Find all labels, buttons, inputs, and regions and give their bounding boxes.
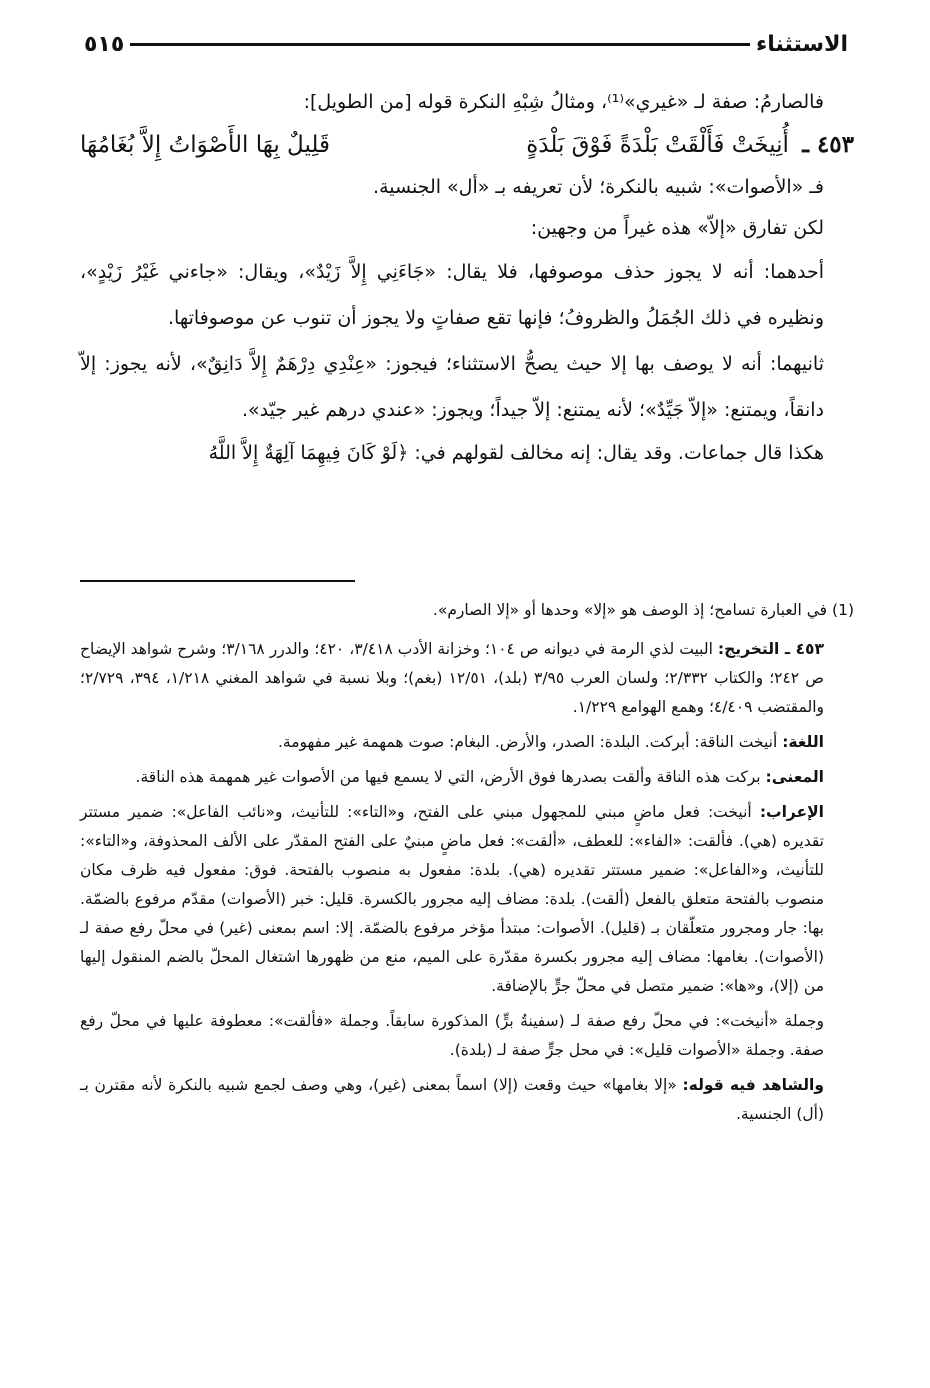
maana-text: بركت هذه الناقة وألقت بصدرها فوق الأرض، التي لا يسمع فيها من الأصوات غير همهمة هذه الناقة. xyxy=(135,768,761,786)
shahid-text: «إلا بغامها» حيث وقعت (إلا) اسماً بمعنى (غير)، وهي وصف لجمع شبيه بالنكرة لأنه مقترن بـ (أل) الجنسية. xyxy=(80,1076,824,1123)
chapter-title: الاستثناء xyxy=(755,31,848,57)
paragraph-first-aspect: أحدهما: أنه لا يجوز حذف موصوفها، فلا يقال: «جَاءَنِي إِلاَّ زَيْدٌ»، ويقال: «جاءني غَيْرُ زَيْدٍ»، ونظيره في ذلك الجُمَلُ والظروفُ؛ فإنها تقع صفاتٍ ولا يجوز أن تنوب عن موصوفاتها. xyxy=(80,261,824,329)
text-line: فـ «الأصوات»: شبيه بالنكرة؛ لأن تعريفه بـ «أل» الجنسية. xyxy=(373,176,824,198)
running-header xyxy=(84,30,848,58)
takhrij-label: ٤٥٣ ـ التخريج: xyxy=(717,640,824,658)
footnote-1: (1) في العبارة تسامح؛ إذ الوصف هو «إلا» وحدها أو «إلا الصارم». xyxy=(432,601,854,619)
shahid-label: والشاهد فيه قوله: xyxy=(682,1076,825,1094)
verse-hemistich-left: قَلِيلٌ بِهَا الأَصْوَاتُ إِلاَّ بُغَامُهَا xyxy=(80,132,331,158)
maana-note xyxy=(80,763,854,792)
jumla-note: وجملة «أنيخت»: في محلّ رفع صفة لـ (سفينةُ برٍّ) المذكورة سابقاً. وجملة «فألقت»: معطوفة عليها في محلّ رفع صفة. وجملة «الأصوات قليل»: في محل جرٍّ صفة لـ (بلدة). xyxy=(80,1012,824,1059)
footnotes xyxy=(80,596,854,1135)
irab-label: الإعراب: xyxy=(759,803,824,821)
irab-text: أنيخت: فعل ماضٍ مبني للمجهول مبني على الفتح، و«التاء»: للتأنيث، و«نائب الفاعل»: ضمير مستتر تقديره (هي). فألقت: «الفاء»: للعطف، «ألقت»: فعل ماضٍ مبنيٌ على الفتح المقدّر على الألف المحذوفة، و«التاء»: للتأنيث، و«الفاعل»: ضمير مستتر تقديره (هي). بلدة: مفعول به منصوب بالفتحة. فوق: مفعول فيه ظرف مكان منصوب بالفتحة متعلق بالفعل (ألقت). بلدة: مضاف إليه مجرور بالكسرة. قليل: خبر (الأصوات) مقدّم مرفوع بالضمّة. بها: جار ومجرور متعلّقان بـ (قليل). الأصوات: مبتدأ مؤخر مرفوع بالضمّة. إلا: اسم بمعنى (غير) في محلّ رفع صفة لـ (الأصوات). بغامها: مضاف إليه مجرور بكسرة مقدّرة على الميم، منع من ظهورها اشتغال المحلّ بالضم المنقول إليها من (إلا)، و«ها»: ضمير متصل في محلّ جرٍّ بالإضافة. xyxy=(80,803,824,995)
maana-label: المعنى: xyxy=(765,768,824,786)
verse-number: ٤٥٣ ـ xyxy=(802,131,854,158)
text-line: لكن تفارق «إلاّ» هذه غيراً من وجهين: xyxy=(530,217,824,239)
takhrij-note xyxy=(80,635,854,722)
main-text xyxy=(80,82,854,474)
irab-note xyxy=(80,798,854,1001)
lugha-text: أنيخت الناقة: أبركت. البلدة: الصدر، والأرض. البغام: صوت همهمة غير مفهومة. xyxy=(277,733,778,751)
header-rule xyxy=(130,43,750,46)
lugha-label: اللغة: xyxy=(782,733,824,751)
footnote-separator xyxy=(80,580,355,582)
page-number: ٥١٥ xyxy=(84,31,125,57)
lugha-note xyxy=(80,728,854,757)
intro-line: فالصارمُ: صفة لـ «غيري»⁽¹⁾، ومثالُ شِبْهِ النكرة قوله [من الطويل]: xyxy=(303,91,824,113)
poetry-verse xyxy=(80,123,854,167)
verse-right xyxy=(526,123,854,167)
verse-hemistich-right: أُنِيخَتْ فَأَلْقَتْ بَلْدَةً فَوْقَ بَلْدَةٍ xyxy=(526,132,789,158)
takhrij-text: البيت لذي الرمة في ديوانه ص ١٠٤؛ وخزانة الأدب ٣/٤١٨، ٤٢٠؛ والدرر ٣/١٦٨؛ وشرح شواهد الإيضاح ص ٢٤٢؛ والكتاب ٢/٣٣٢؛ ولسان العرب ٣/٩٥ (بلد)، ١٢/٥١ (بغم)؛ وبلا نسبة في شواهد المغني ١/٢١٨، ٣٩٤، ٢/٧٢٩؛ والمقتضب ٤/٤٠٩؛ وهمع الهوامع ١/٢٢٩. xyxy=(80,640,824,716)
shahid-note xyxy=(80,1071,854,1129)
paragraph-third: هكذا قال جماعات. وقد يقال: إنه مخالف لقولهم في: ﴿لَوْ كَانَ فِيهِمَا آلِهَةٌ إِلاَّ اللَّهُ xyxy=(208,442,824,464)
paragraph-second-aspect: ثانيهما: أنه لا يوصف بها إلا حيث يصحُّ الاستثناء؛ فيجوز: «عِنْدِي دِرْهَمٌ إِلاَّ دَانِقٌ»، لأنه يجوز: إلاّ دانقاً، ويمتنع: «إلاّ جَيِّدٌ»؛ لأنه يمتنع: إلاّ جيداً؛ ويجوز: «عندي درهم غير جيّد». xyxy=(80,353,824,421)
